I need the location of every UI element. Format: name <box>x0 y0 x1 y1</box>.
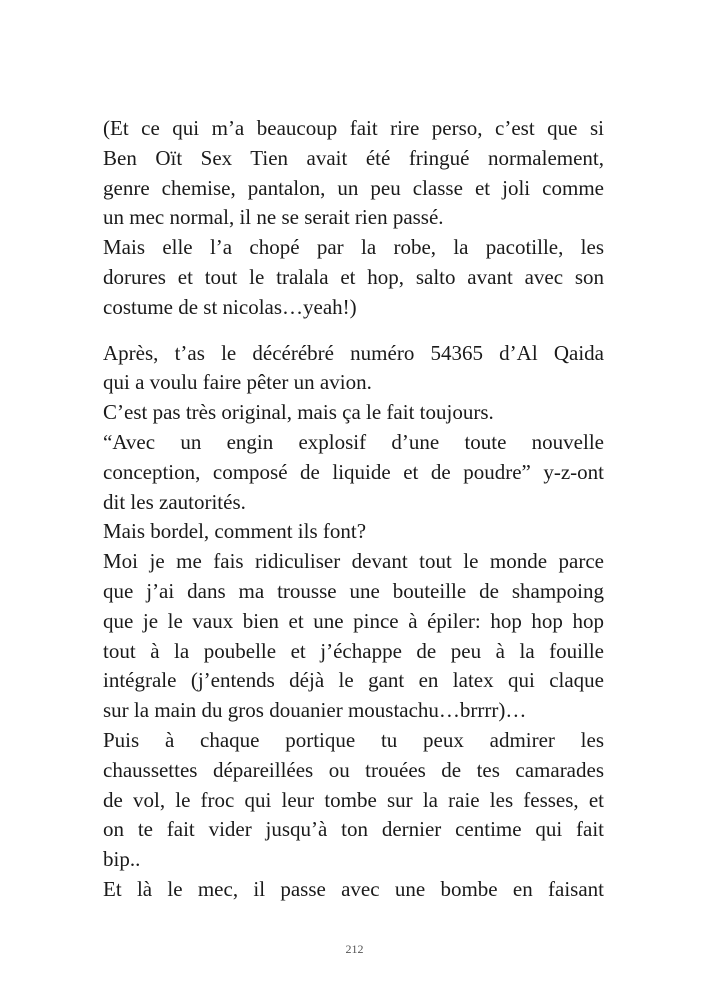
text-line: chaussettes dépareillées ou trouées de tes camarades <box>103 757 604 782</box>
page-number: 212 <box>345 942 364 956</box>
text-line: bip.. <box>103 847 141 872</box>
text-line: Mais bordel, comment ils font? <box>103 519 367 544</box>
text-line: qui a voulu faire pêter un avion. <box>103 370 372 395</box>
paragraph-4 <box>103 398 604 428</box>
paragraph-5 <box>103 428 604 517</box>
text-line: que je le vaux bien et une pince à épiler: hop hop hop <box>103 608 604 633</box>
text-line: Après, t’as le décérébré numéro 54365 d’Al Qaida <box>103 340 604 365</box>
text-line: (Et ce qui m’a beaucoup fait rire perso, c’est que si <box>103 116 604 140</box>
paragraph-9 <box>103 875 604 905</box>
text-line: sur la main du gros douanier moustachu…brrrr)… <box>103 698 527 723</box>
paragraph-6 <box>103 517 604 547</box>
text-line: dorures et tout le tralala et hop, salto avant avec son <box>103 264 604 289</box>
body-text <box>103 114 604 905</box>
paragraph-8 <box>103 726 604 875</box>
text-line: un mec normal, il ne se serait rien passé. <box>103 205 444 230</box>
text-line: costume de st nicolas…yeah!) <box>103 294 357 319</box>
text-line: Puis à chaque portique tu peux admirer les <box>103 727 604 752</box>
text-line: intégrale (j’entends déjà le gant en latex qui claque <box>103 668 604 693</box>
text-line: Et là le mec, il passe avec une bombe en faisant <box>103 876 604 901</box>
text-line: C’est pas très original, mais ça le fait toujours. <box>103 400 494 425</box>
text-line: on te fait vider jusqu’à ton dernier centime qui fait <box>103 817 604 842</box>
paragraph-3 <box>103 339 604 399</box>
text-line: conception, composé de liquide et de poudre” y-z-ont <box>103 459 604 484</box>
paragraph-gap <box>103 323 604 339</box>
paragraph-2 <box>103 233 604 322</box>
text-line: Moi je me fais ridiculiser devant tout le monde parce <box>103 549 604 574</box>
paragraph-1 <box>103 114 604 233</box>
paragraph-7 <box>103 547 604 726</box>
text-line: genre chemise, pantalon, un peu classe et joli comme <box>103 175 604 200</box>
text-line: dit les zautorités. <box>103 489 246 514</box>
text-line: que j’ai dans ma trousse une bouteille de shampoing <box>103 578 604 603</box>
text-line: tout à la poubelle et j’échappe de peu à la fouille <box>103 638 604 663</box>
text-line: de vol, le froc qui leur tombe sur la raie les fesses, et <box>103 787 604 812</box>
text-line: Ben Oït Sex Tien avait été fringué normalement, <box>103 145 604 170</box>
text-line: “Avec un engin explosif d’une toute nouvelle <box>103 429 604 454</box>
text-line: Mais elle l’a chopé par la robe, la pacotille, les <box>103 235 604 260</box>
